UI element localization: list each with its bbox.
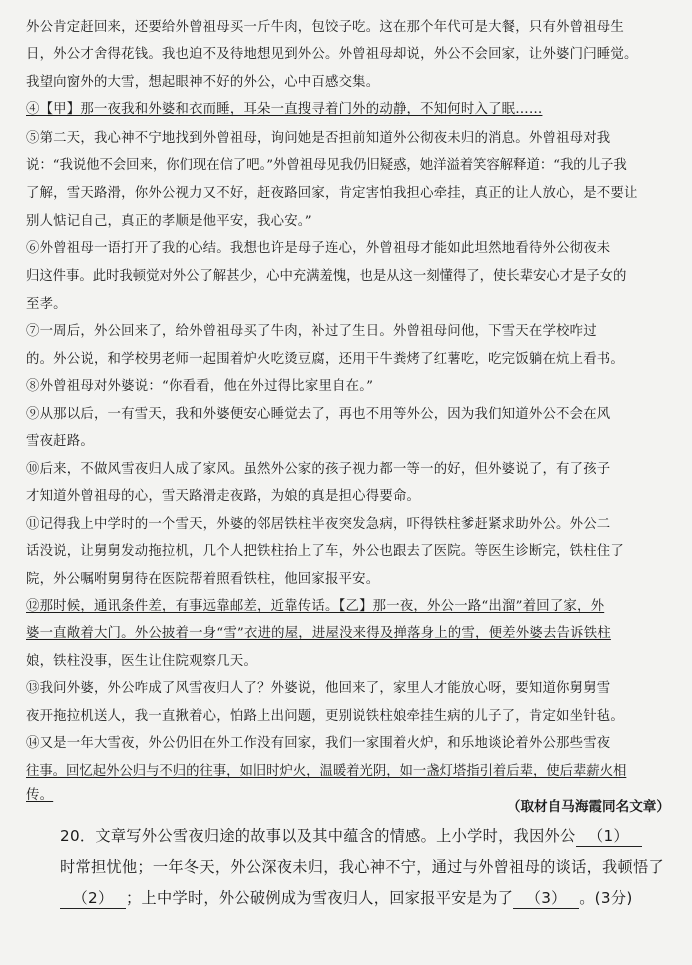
question-text: 。(3分) <box>579 889 633 907</box>
answer-blank-1[interactable]: （1） <box>576 826 642 847</box>
text-line: 至孝。 <box>26 297 67 312</box>
underlined-sentence: ④【甲】那一夜我和外婆和衣而睡，耳朵一直搜寻着门外的动静，不知何时入了眠…… <box>26 102 543 117</box>
text-line: ⑪记得我上中学时的一个雪天，外婆的邻居铁柱半夜突发急病，吓得铁柱爹赶紧求助外公。外公二 <box>26 517 611 532</box>
question-text: ；上中学时，外公破例成为雪夜归人，回家报平安是为了 <box>126 889 514 907</box>
text-line: ⑬我问外婆，外公咋成了风雪夜归人了？外婆说，他回来了，家里人才能放心呀，要知道你舅舅雪 <box>26 681 611 696</box>
text-line-underlined <box>26 100 678 120</box>
text-line-underlined <box>26 597 678 617</box>
question-line <box>60 855 678 879</box>
question-line <box>60 824 678 848</box>
text-line: 我望向窗外的大雪，想起眼神不好的外公，心中百感交集。 <box>26 75 380 90</box>
source-note: （取材自马海霞同名文章） <box>506 799 670 815</box>
text-line: ⑤第二天，我心神不宁地找到外曾祖母，询问她是否担前知道外公彻夜未归的消息。外曾祖母对我 <box>26 131 611 146</box>
text-line: 了解，雪天路滑，你外公视力又不好，赶夜路回家，肯定害怕我担心牵挂，真正的让人放心，是不要让 <box>26 186 638 201</box>
text-line: 院，外公嘱咐舅舅待在医院帮着照看铁柱，他回家报平安。 <box>26 572 380 587</box>
question-text: 20．文章写外公雪夜归途的故事以及其中蕴含的情感。上小学时，我因外公 <box>60 827 576 845</box>
text-line: 话没说，让舅舅发动拖拉机，几个人把铁柱抬上了车，外公也跟去了医院。等医生诊断完，铁柱住了 <box>26 544 624 559</box>
text-line: ⑭又是一年大雪夜，外公仍旧在外工作没有回家，我们一家围着火炉，和乐地谈论着外公那些雪夜 <box>26 736 611 751</box>
text-line: ⑨从那以后，一有雪天，我和外婆便安心睡觉去了，再也不用等外公，因为我们知道外公不会在风 <box>26 407 611 422</box>
text-line: 娘，铁柱没事，医生让住院观察几天。 <box>26 654 258 669</box>
text-line: 才知道外曾祖母的心，雪天路滑走夜路，为娘的真是担心得要命。 <box>26 489 421 504</box>
text-line: 别人惦记自己，真正的孝顺是他平安，我心安。” <box>26 214 312 229</box>
question-line <box>60 886 678 910</box>
text-line: 夜开拖拉机送人，我一直揪着心，怕路上出问题，更别说铁柱娘牵挂生病的儿子了，肯定如坐针毡。 <box>26 709 624 724</box>
text-line: 外公肯定赶回来，还要给外曾祖母买一斤牛肉，包饺子吃。这在那个年代可是大餐，只有外曾祖母生 <box>26 20 624 35</box>
text-line: ⑥外曾祖母一语打开了我的心结。我想也许是母子连心，外曾祖母才能如此坦然地看待外公彻夜未 <box>26 241 611 256</box>
question-text: 时常担忧他；一年冬天，外公深夜未归，我心神不宁，通过与外曾祖母的谈话，我顿悟了 <box>60 858 665 876</box>
answer-blank-3[interactable]: （3） <box>513 888 579 909</box>
text-line-underlined <box>26 762 678 782</box>
text-line: 归这件事。此时我顿觉对外公了解甚少，心中充满羞愧，也是从这一刻懂得了，使长辈安心才是子女的 <box>26 269 627 284</box>
text-line: 说：“我说他不会回来，你们现在信了吧。”外曾祖母见我仍旧疑惑，她洋溢着笑容解释道：“我的儿子我 <box>26 158 627 173</box>
answer-blank-2[interactable]: （2） <box>60 888 126 909</box>
underlined-sentence: 婆一直敞着大门。外公披着一身“雪”衣进的屋，进屋没来得及掸落身上的雪，便差外婆去告诉铁柱 <box>26 626 611 641</box>
text-line: 雪夜赶路。 <box>26 434 94 449</box>
underlined-sentence: 传。 <box>26 788 54 803</box>
text-line-underlined <box>26 624 678 644</box>
text-line: 日，外公才舍得花钱。我也迫不及待地想见到外公。外曾祖母却说，外公不会回家，让外婆门闩睡觉。 <box>26 47 638 62</box>
text-line: ⑦一周后，外公回来了，给外曾祖母买了牛肉，补过了生日。外曾祖母问他，下雪天在学校咋过 <box>26 324 597 339</box>
text-line: 的。外公说，和学校男老师一起围着炉火吃烫豆腐，还用干牛粪烤了红薯吃，吃完饭躺在炕上看书。 <box>26 352 624 367</box>
underlined-sentence: 往事。回忆起外公归与不归的往事，如旧时炉火，温暖着光阴，如一盏灯塔指引着后辈，使后辈薪火相 <box>26 764 627 779</box>
text-line: ⑩后来，不做风雪夜归人成了家风。虽然外公家的孩子视力都一等一的好，但外婆说了，有了孩子 <box>26 462 611 477</box>
underlined-sentence: ⑫那时候，通讯条件差，有事远靠邮差，近靠传话。【乙】那一夜，外公一路“出溜”着回了家，外 <box>26 599 605 614</box>
text-line: ⑧外曾祖母对外婆说：“你看看，他在外过得比家里自在。” <box>26 379 374 394</box>
